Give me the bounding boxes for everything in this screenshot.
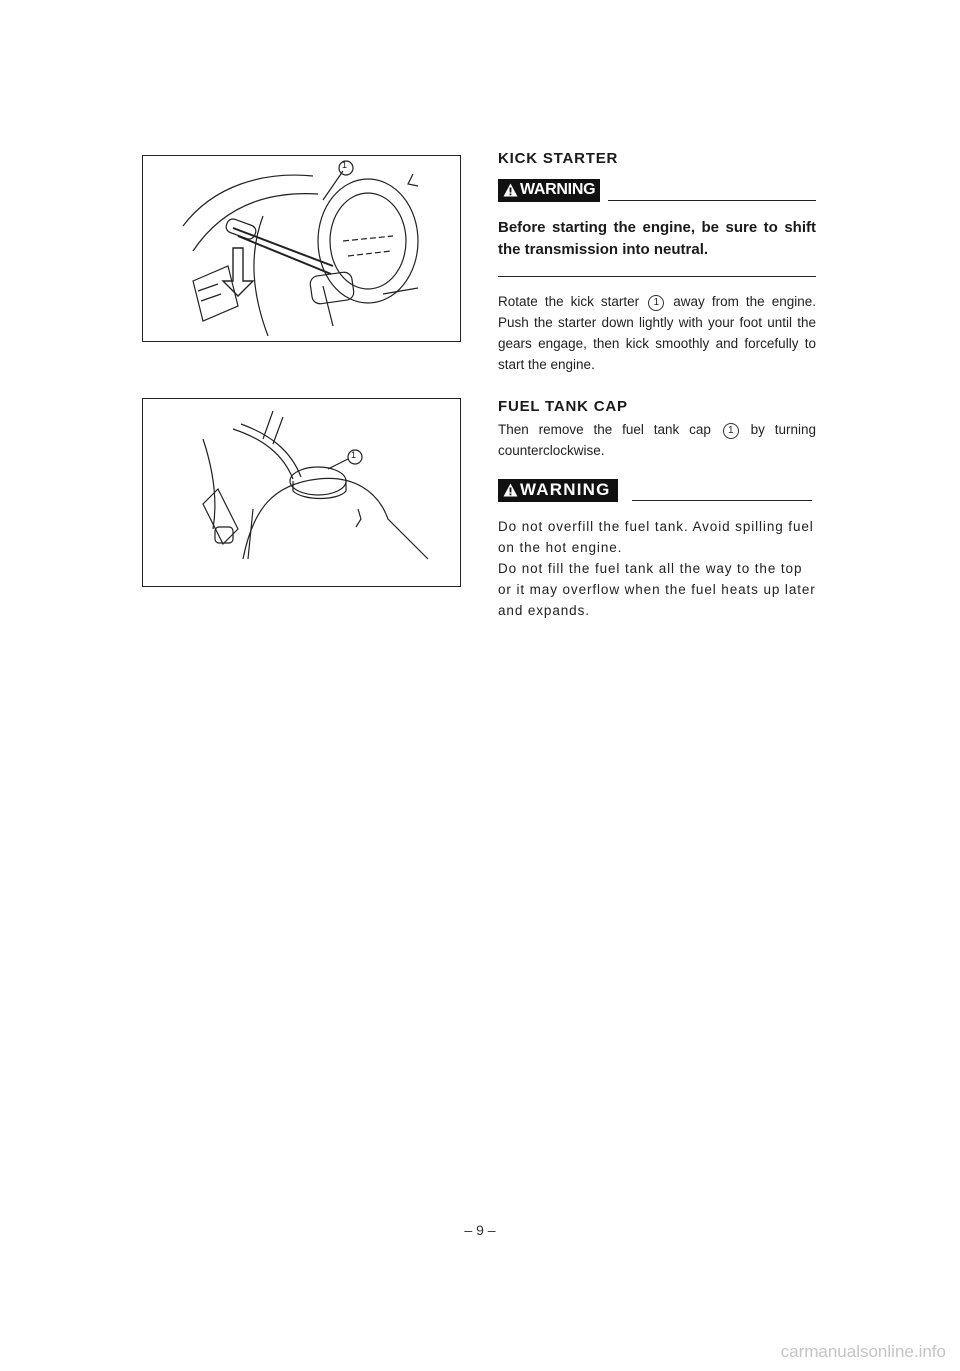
callout-marker: 1 <box>723 423 739 439</box>
warning-header <box>498 479 816 502</box>
instruction-text: away from the engine. Push the starter down lightly with your foot until the gears engage, then kick smoothly and forcefully to start the engine. <box>498 294 816 372</box>
warning-icon <box>503 183 518 197</box>
callout-marker: 1 <box>648 295 664 311</box>
warning-rule <box>608 200 816 201</box>
figure-callout: 1 <box>342 160 348 170</box>
instruction-text: Rotate the kick starter <box>498 294 640 309</box>
instruction-text: Then remove the fuel tank cap <box>498 422 711 437</box>
section-heading: KICK STARTER <box>498 150 619 167</box>
kick-starter-instructions <box>498 291 816 375</box>
warning-label: WARNING <box>520 480 611 499</box>
fuel-tank-cap-section <box>498 398 816 621</box>
warning-header <box>498 179 816 202</box>
warning-icon <box>503 483 518 497</box>
fuel-tank-cap-illustration <box>142 398 461 587</box>
warning-text: Before starting the engine, be sure to shift the transmission into neutral. <box>498 219 816 258</box>
page-number: – 9 – <box>464 1222 496 1238</box>
warning-rule <box>632 500 812 501</box>
watermark: carmanualsonline.info <box>780 1342 946 1361</box>
fuel-cap-instructions <box>498 419 816 461</box>
kick-starter-section <box>498 150 816 375</box>
warning-label: WARNING <box>520 181 596 198</box>
kick-starter-illustration <box>142 155 461 342</box>
warning-text: Do not overfill the fuel tank. Avoid spilling fuel on the hot engine. <box>498 519 814 555</box>
warning-badge <box>498 179 600 202</box>
warning-badge <box>498 479 618 502</box>
instruction-text: by turning counterclockwise. <box>498 422 816 458</box>
section-heading: FUEL TANK CAP <box>498 398 628 415</box>
warning-text: Do not fill the fuel tank all the way to the top or it may overflow when the fuel heats up later and expands. <box>498 561 816 618</box>
warning-end-rule <box>498 276 816 277</box>
figure-callout: 1 <box>351 450 357 460</box>
